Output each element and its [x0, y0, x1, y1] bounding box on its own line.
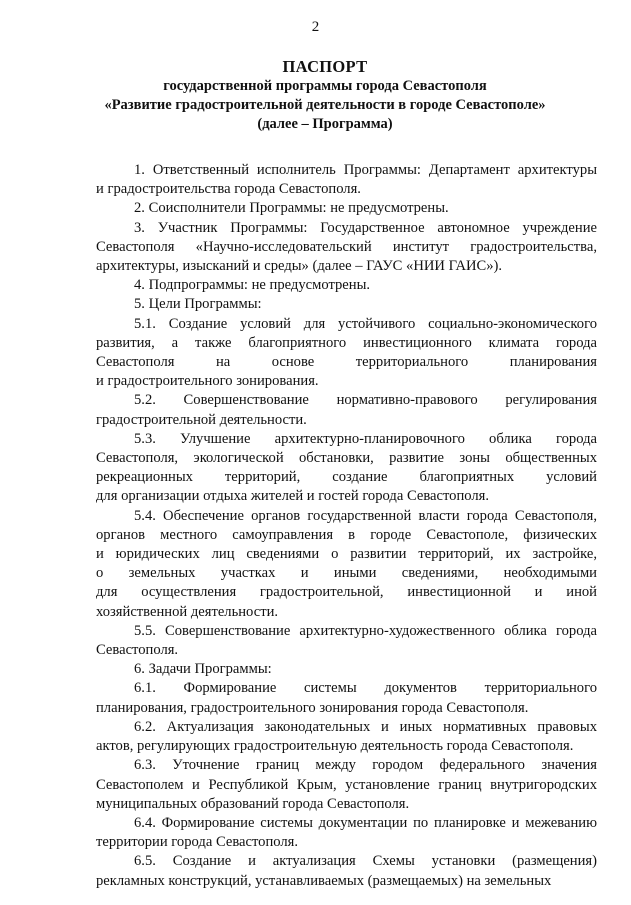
- paragraph-line: актов, регулирующих градостроительную деятельность города Севастополя.: [96, 738, 574, 755]
- paragraph-line: архитектуры, изысканий и среды» (далее – ГАУС «НИИ ГАИС»).: [96, 258, 503, 275]
- paragraph-line: 5.2. Совершенствование нормативно-правового регулирования: [134, 392, 597, 409]
- program-abbreviation: (далее – Программа): [257, 116, 393, 132]
- paragraph-line: 6.5. Создание и актуализация Схемы установки (размещения): [134, 853, 597, 870]
- paragraph-line: 6. Задачи Программы:: [134, 661, 272, 678]
- paragraph: [96, 718, 597, 756]
- page-number: 2: [311, 19, 320, 35]
- program-name-line-2: «Развитие градостроительной деятельности в городе Севастополе»: [104, 97, 546, 113]
- paragraph-line: градостроительной деятельности.: [96, 411, 307, 428]
- paragraph-line: Севастополя на основе территориального планирования: [96, 354, 597, 371]
- paragraph: [96, 852, 597, 890]
- paragraph-line: и градостроительства города Севастополя.: [96, 181, 361, 198]
- paragraph: [96, 276, 597, 295]
- paragraph-line: 6.4. Формирование системы документации по планировке и межеванию: [134, 814, 597, 831]
- paragraph-line: о земельных участках и иными сведениями, необходимыми: [96, 565, 597, 582]
- paragraph: [96, 660, 597, 679]
- paragraph-line: 5. Цели Программы:: [134, 296, 262, 313]
- paragraph-line: 3. Участник Программы: Государственное автономное учреждение: [134, 219, 597, 236]
- paragraph: [96, 814, 597, 852]
- paragraph-line: территории города Севастополя.: [96, 834, 299, 851]
- paragraph-line: 6.1. Формирование системы документов территориального: [134, 680, 597, 697]
- paragraph-line: 6.2. Актуализация законодательных и иных нормативных правовых: [134, 718, 597, 735]
- paragraph-line: 2. Соисполнители Программы: не предусмотрены.: [134, 200, 449, 217]
- paragraph-line: 1. Ответственный исполнитель Программы: Департамент архитектуры: [134, 162, 597, 178]
- paragraph: [96, 679, 597, 717]
- paragraph-line: рекреационных территорий, создание благоприятных условий: [96, 469, 597, 486]
- paragraph: [96, 430, 597, 507]
- paragraph: [96, 756, 597, 814]
- paragraph-line: для осуществления градостроительной, инвестиционной и иной: [96, 584, 597, 601]
- paragraph-line: Севастополя.: [96, 642, 179, 659]
- paragraph-line: 4. Подпрограммы: не предусмотрены.: [134, 277, 371, 294]
- paragraph-line: Севастополя «Научно-исследовательский институт градостроительства,: [96, 238, 597, 255]
- paragraph-line: и градостроительного зонирования.: [96, 373, 319, 390]
- paragraph-line: хозяйственной деятельности.: [96, 603, 279, 620]
- paragraph-line: рекламных конструкций, устанавливаемых (размещаемых) на земельных: [96, 872, 552, 889]
- paragraph-line: 5.1. Создание условий для устойчивого социально-экономического: [134, 315, 597, 332]
- program-name-line-1: государственной программы города Севастополя: [163, 78, 487, 94]
- paragraph-line: Севастополя, экологической обстановки, развитие зоны общественных: [96, 450, 597, 467]
- paragraph-line: органов местного самоуправления в городе Севастополе, физических: [96, 526, 597, 543]
- paragraph: [96, 391, 597, 429]
- paragraph: [96, 622, 597, 660]
- paragraph: [96, 199, 597, 218]
- paragraph-line: планирования, градостроительного зонирования города Севастополя.: [96, 699, 529, 716]
- paragraph-line: для организации отдыха жителей и гостей города Севастополя.: [96, 488, 490, 505]
- paragraph-line: 5.4. Обеспечение органов государственной власти города Севастополя,: [134, 507, 597, 524]
- paragraph: [96, 219, 597, 277]
- paragraph: [96, 161, 597, 199]
- document-title: ПАСПОРТ: [282, 57, 368, 76]
- paragraph-line: и юридических лиц сведениями о развитии территорий, их застройке,: [96, 546, 597, 563]
- paragraph-line: муниципальных образований города Севастополя.: [96, 795, 410, 812]
- passport-body: [96, 161, 597, 891]
- paragraph: [96, 315, 597, 392]
- paragraph-line: 5.5. Совершенствование архитектурно-художественного облика города: [134, 622, 597, 639]
- paragraph-line: 5.3. Улучшение архитектурно-планировочного облика города: [134, 430, 597, 447]
- paragraph-line: 6.3. Уточнение границ между городом федерального значения: [134, 757, 597, 774]
- paragraph-line: развития, а также благоприятного инвестиционного климата города: [96, 334, 597, 351]
- paragraph: [96, 507, 597, 622]
- paragraph-line: Севастополем и Республикой Крым, установление границ внутригородских: [96, 776, 597, 793]
- passport-header: [90, 57, 560, 134]
- paragraph: [96, 295, 597, 314]
